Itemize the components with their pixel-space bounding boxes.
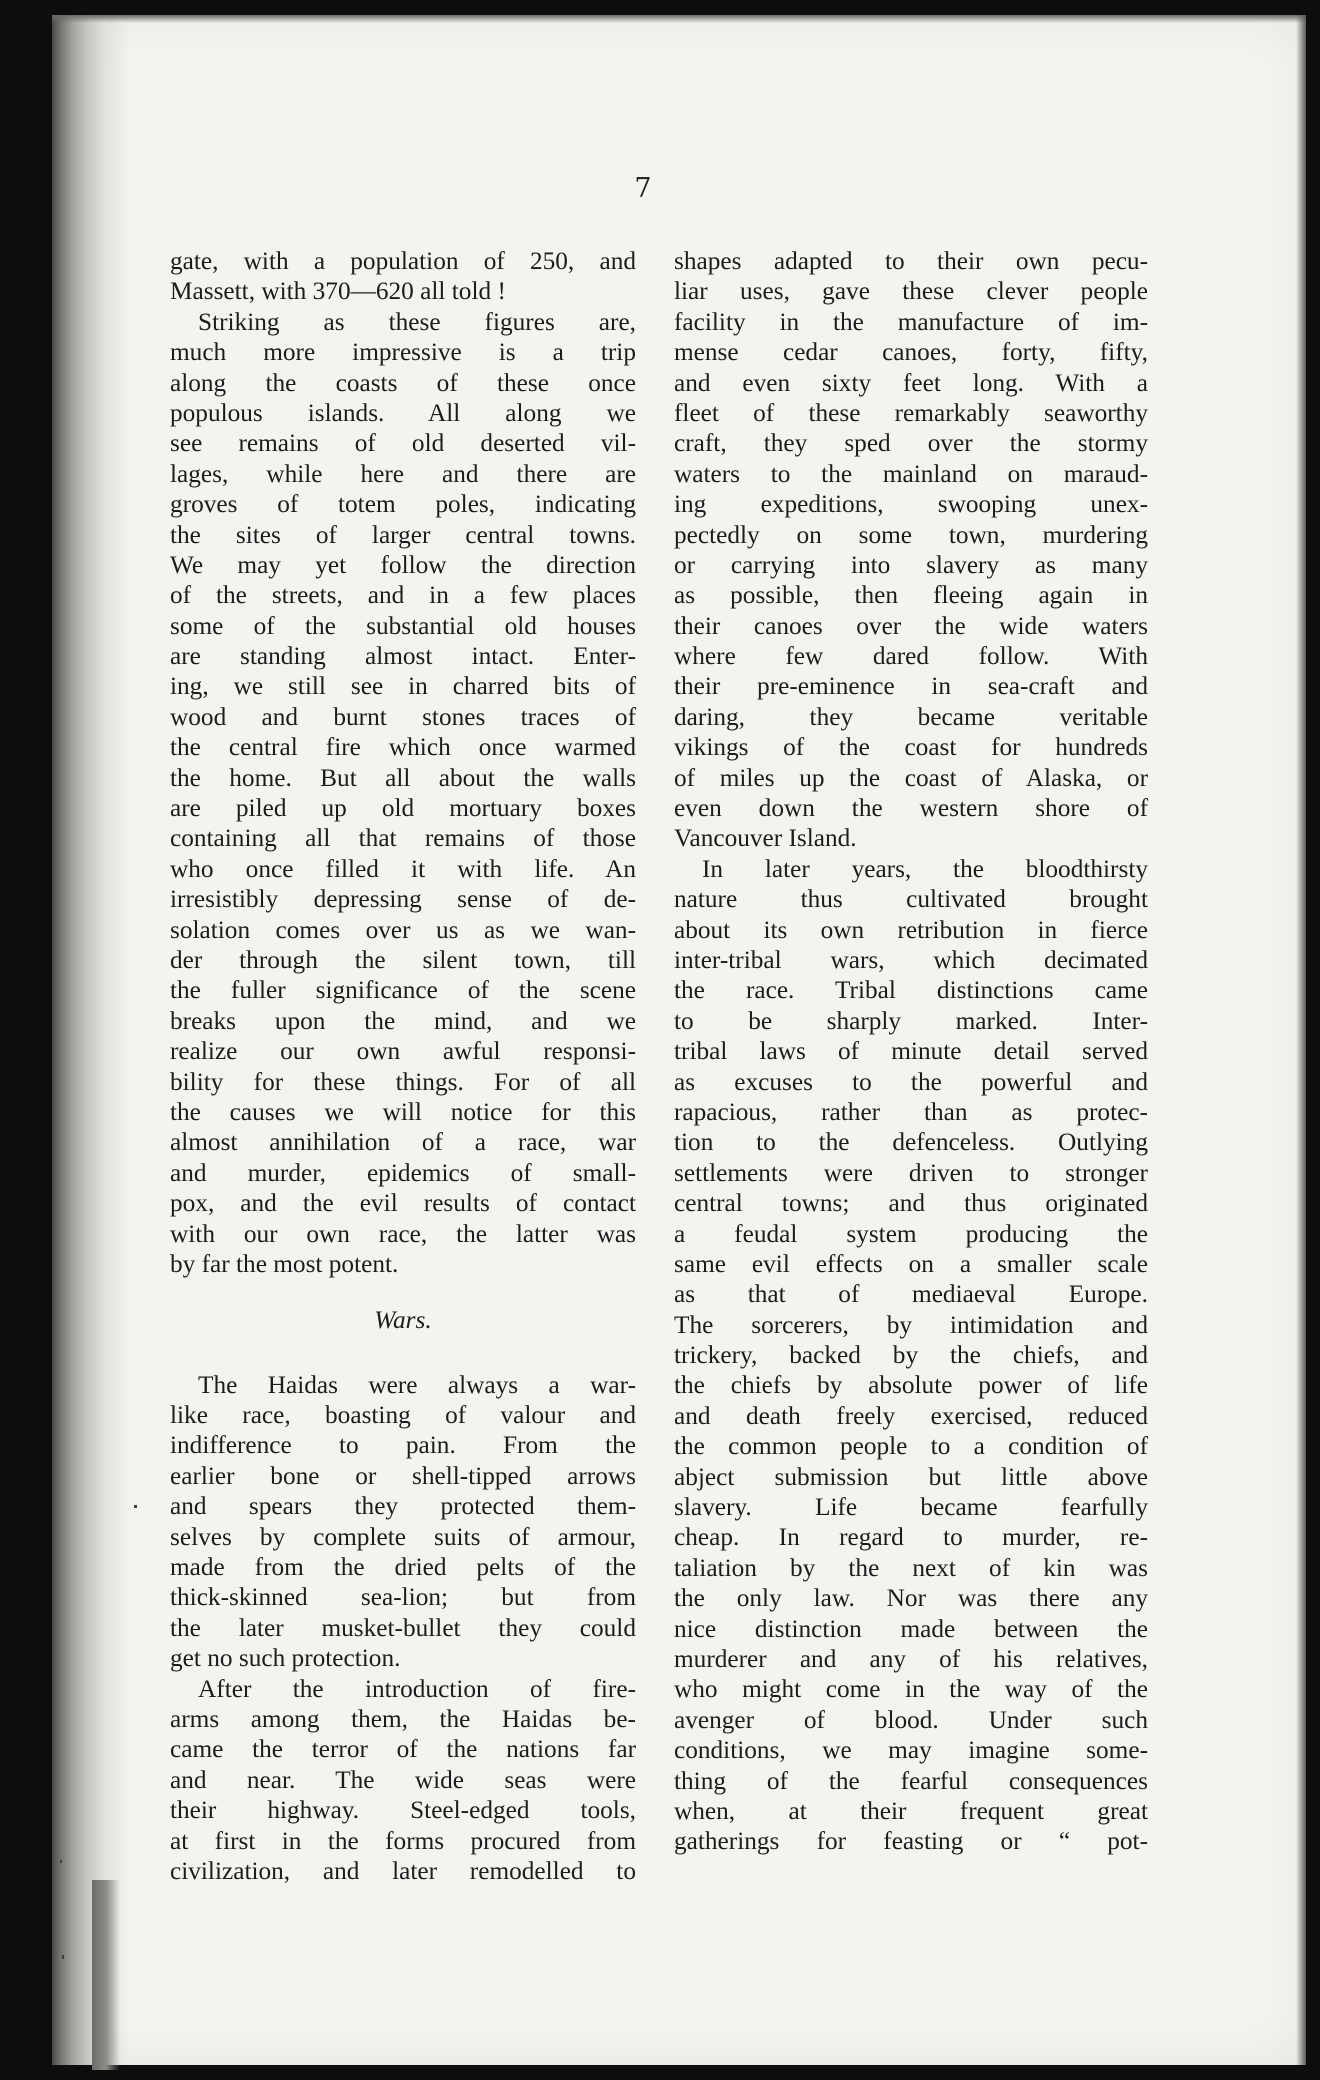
text-line: facility in the manufacture of im- bbox=[674, 307, 1148, 336]
text-line: rapacious, rather than as protec- bbox=[674, 1097, 1148, 1126]
text-line: the later musket-bullet they could bbox=[170, 1613, 636, 1642]
text-line: populous islands. All along we bbox=[170, 398, 636, 427]
text-line: the sites of larger central towns. bbox=[170, 520, 636, 549]
text-line: of the streets, and in a few places bbox=[170, 581, 636, 610]
text-line: of miles up the coast of Alaska, or bbox=[674, 763, 1148, 792]
text-line: the race. Tribal distinctions came bbox=[674, 976, 1148, 1005]
text-line: with our own race, the latter was bbox=[170, 1219, 636, 1248]
text-line: wood and burnt stones traces of bbox=[170, 702, 636, 731]
text-line: waters to the mainland on maraud- bbox=[674, 459, 1148, 488]
text-line: as excuses to the powerful and bbox=[674, 1067, 1148, 1096]
text-line: gatherings for feasting or “ pot- bbox=[674, 1827, 1148, 1856]
text-line: at first in the forms procured from bbox=[170, 1826, 636, 1855]
text-line: Striking as these figures are, bbox=[198, 307, 636, 336]
binding-shadow bbox=[92, 1880, 120, 2070]
text-line: tribal laws of minute detail served bbox=[674, 1037, 1148, 1066]
text-line: arms among them, the Haidas be- bbox=[170, 1704, 636, 1733]
text-line: the chiefs by absolute power of life bbox=[674, 1371, 1148, 1400]
text-line: ing expeditions, swooping unex- bbox=[674, 490, 1148, 519]
text-line: gate, with a population of 250, and bbox=[170, 247, 636, 275]
text-line: nature thus cultivated brought bbox=[674, 885, 1148, 914]
left-column-body-continued bbox=[170, 1370, 636, 1887]
binding-edge bbox=[52, 15, 130, 2065]
right-column-body bbox=[674, 246, 1148, 1857]
text-line: lages, while here and there are bbox=[170, 459, 636, 488]
text-line: daring, they became veritable bbox=[674, 702, 1148, 731]
text-line: After the introduction of fire- bbox=[198, 1674, 636, 1703]
text-line: Vancouver Island. bbox=[674, 824, 857, 853]
text-line: who might come in the way of the bbox=[674, 1675, 1148, 1704]
text-line: and death freely exercised, reduced bbox=[674, 1401, 1148, 1430]
text-line: indifference to pain. From the bbox=[170, 1431, 636, 1460]
text-line: tion to the defenceless. Outlying bbox=[674, 1128, 1148, 1157]
text-line: much more impressive is a trip bbox=[170, 338, 636, 367]
text-line: get no such protection. bbox=[170, 1644, 401, 1673]
text-line: The Haidas were always a war- bbox=[198, 1370, 636, 1399]
text-line: abject submission but little above bbox=[674, 1462, 1148, 1491]
text-line: solation comes over us as we wan- bbox=[170, 915, 636, 944]
text-line: or carrying into slavery as many bbox=[674, 550, 1148, 579]
text-line: bility for these things. For of all bbox=[170, 1067, 636, 1096]
text-line: earlier bone or shell-tipped arrows bbox=[170, 1461, 636, 1490]
text-line: and even sixty feet long. With a bbox=[674, 368, 1148, 397]
text-line: see remains of old deserted vil- bbox=[170, 429, 636, 458]
text-line: came the terror of the nations far bbox=[170, 1735, 636, 1764]
text-line: about its own retribution in fierce bbox=[674, 915, 1148, 944]
text-line: ing, we still see in charred bits of bbox=[170, 672, 636, 701]
text-line: and near. The wide seas were bbox=[170, 1765, 636, 1794]
text-line: where few dared follow. With bbox=[674, 642, 1148, 671]
text-line: slavery. Life became fearfully bbox=[674, 1493, 1148, 1522]
speck-mark bbox=[62, 1955, 64, 1959]
text-line: realize our own awful responsi- bbox=[170, 1037, 636, 1066]
text-line: pectedly on some town, murdering bbox=[674, 520, 1148, 549]
text-line: Massett, with 370—620 all told ! bbox=[170, 277, 506, 306]
text-line: settlements were driven to stronger bbox=[674, 1158, 1148, 1187]
text-line: craft, they sped over the stormy bbox=[674, 429, 1148, 458]
text-line: by far the most potent. bbox=[170, 1249, 399, 1278]
text-line: as possible, then fleeing again in bbox=[674, 581, 1148, 610]
speck-mark bbox=[134, 1505, 137, 1508]
text-line: when, at their frequent great bbox=[674, 1796, 1148, 1825]
text-line: cheap. In regard to murder, re- bbox=[674, 1523, 1148, 1552]
text-line: even down the western shore of bbox=[674, 794, 1148, 823]
text-line: their pre-eminence in sea-craft and bbox=[674, 672, 1148, 701]
text-line: along the coasts of these once bbox=[170, 368, 636, 397]
text-line: fleet of these remarkably seaworthy bbox=[674, 398, 1148, 427]
right-edge-shadow bbox=[1296, 15, 1306, 2065]
text-line: central towns; and thus originated bbox=[674, 1189, 1148, 1218]
text-line: liar uses, gave these clever people bbox=[674, 277, 1148, 306]
text-line: who once filled it with life. An bbox=[170, 854, 636, 883]
text-line: the common people to a condition of bbox=[674, 1432, 1148, 1461]
text-line: der through the silent town, till bbox=[170, 945, 636, 974]
text-line: shapes adapted to their own pecu- bbox=[674, 247, 1148, 275]
text-line: taliation by the next of kin was bbox=[674, 1553, 1148, 1582]
text-line: thing of the fearful consequences bbox=[674, 1766, 1148, 1795]
text-line: irresistibly depressing sense of de- bbox=[170, 885, 636, 914]
text-line: containing all that remains of those bbox=[170, 824, 636, 853]
text-line: nice distinction made between the bbox=[674, 1614, 1148, 1643]
text-line: are standing almost intact. Enter- bbox=[170, 642, 636, 671]
text-line: their highway. Steel-edged tools, bbox=[170, 1796, 636, 1825]
text-line: the home. But all about the walls bbox=[170, 763, 636, 792]
text-line: selves by complete suits of armour, bbox=[170, 1522, 636, 1551]
text-line: vikings of the coast for hundreds bbox=[674, 733, 1148, 762]
text-line: thick-skinned sea-lion; but from bbox=[170, 1583, 636, 1612]
text-line: We may yet follow the direction bbox=[170, 550, 636, 579]
right-column bbox=[674, 246, 1148, 1857]
text-line: some of the substantial old houses bbox=[170, 611, 636, 640]
text-line: pox, and the evil results of contact bbox=[170, 1189, 636, 1218]
text-line: to be sharply marked. Inter- bbox=[674, 1006, 1148, 1035]
text-line: as that of mediaeval Europe. bbox=[674, 1280, 1148, 1309]
text-line: The sorcerers, by intimidation and bbox=[674, 1310, 1148, 1339]
text-line: inter-tribal wars, which decimated bbox=[674, 945, 1148, 974]
text-line: same evil effects on a smaller scale bbox=[674, 1249, 1148, 1278]
text-line: In later years, the bloodthirsty bbox=[702, 854, 1148, 883]
text-line: groves of totem poles, indicating bbox=[170, 490, 636, 519]
text-line: mense cedar canoes, forty, fifty, bbox=[674, 338, 1148, 367]
text-line: and spears they protected them- bbox=[170, 1492, 636, 1521]
text-line: a feudal system producing the bbox=[674, 1219, 1148, 1248]
text-line: the fuller significance of the scene bbox=[170, 976, 636, 1005]
text-line: the only law. Nor was there any bbox=[674, 1584, 1148, 1613]
text-line: the central fire which once warmed bbox=[170, 733, 636, 762]
top-edge-shadow bbox=[52, 15, 1306, 23]
text-line: murderer and any of his relatives, bbox=[674, 1644, 1148, 1673]
left-column bbox=[170, 246, 636, 1886]
text-line: avenger of blood. Under such bbox=[674, 1705, 1148, 1734]
text-line: are piled up old mortuary boxes bbox=[170, 794, 636, 823]
speck-mark bbox=[60, 1860, 62, 1863]
text-line: like race, boasting of valour and bbox=[170, 1401, 636, 1430]
text-line: trickery, backed by the chiefs, and bbox=[674, 1341, 1148, 1370]
text-line: their canoes over the wide waters bbox=[674, 611, 1148, 640]
text-line: breaks upon the mind, and we bbox=[170, 1006, 636, 1035]
left-column-body bbox=[170, 246, 636, 1279]
text-line: the causes we will notice for this bbox=[170, 1097, 636, 1126]
text-line: civilization, and later remodelled to bbox=[170, 1856, 636, 1885]
section-heading: Wars. bbox=[374, 1306, 432, 1335]
text-line: almost annihilation of a race, war bbox=[170, 1128, 636, 1157]
text-line: and murder, epidemics of small- bbox=[170, 1158, 636, 1187]
text-line: conditions, we may imagine some- bbox=[674, 1736, 1148, 1765]
page-number: 7 bbox=[634, 173, 652, 204]
text-line: made from the dried pelts of the bbox=[170, 1553, 636, 1582]
